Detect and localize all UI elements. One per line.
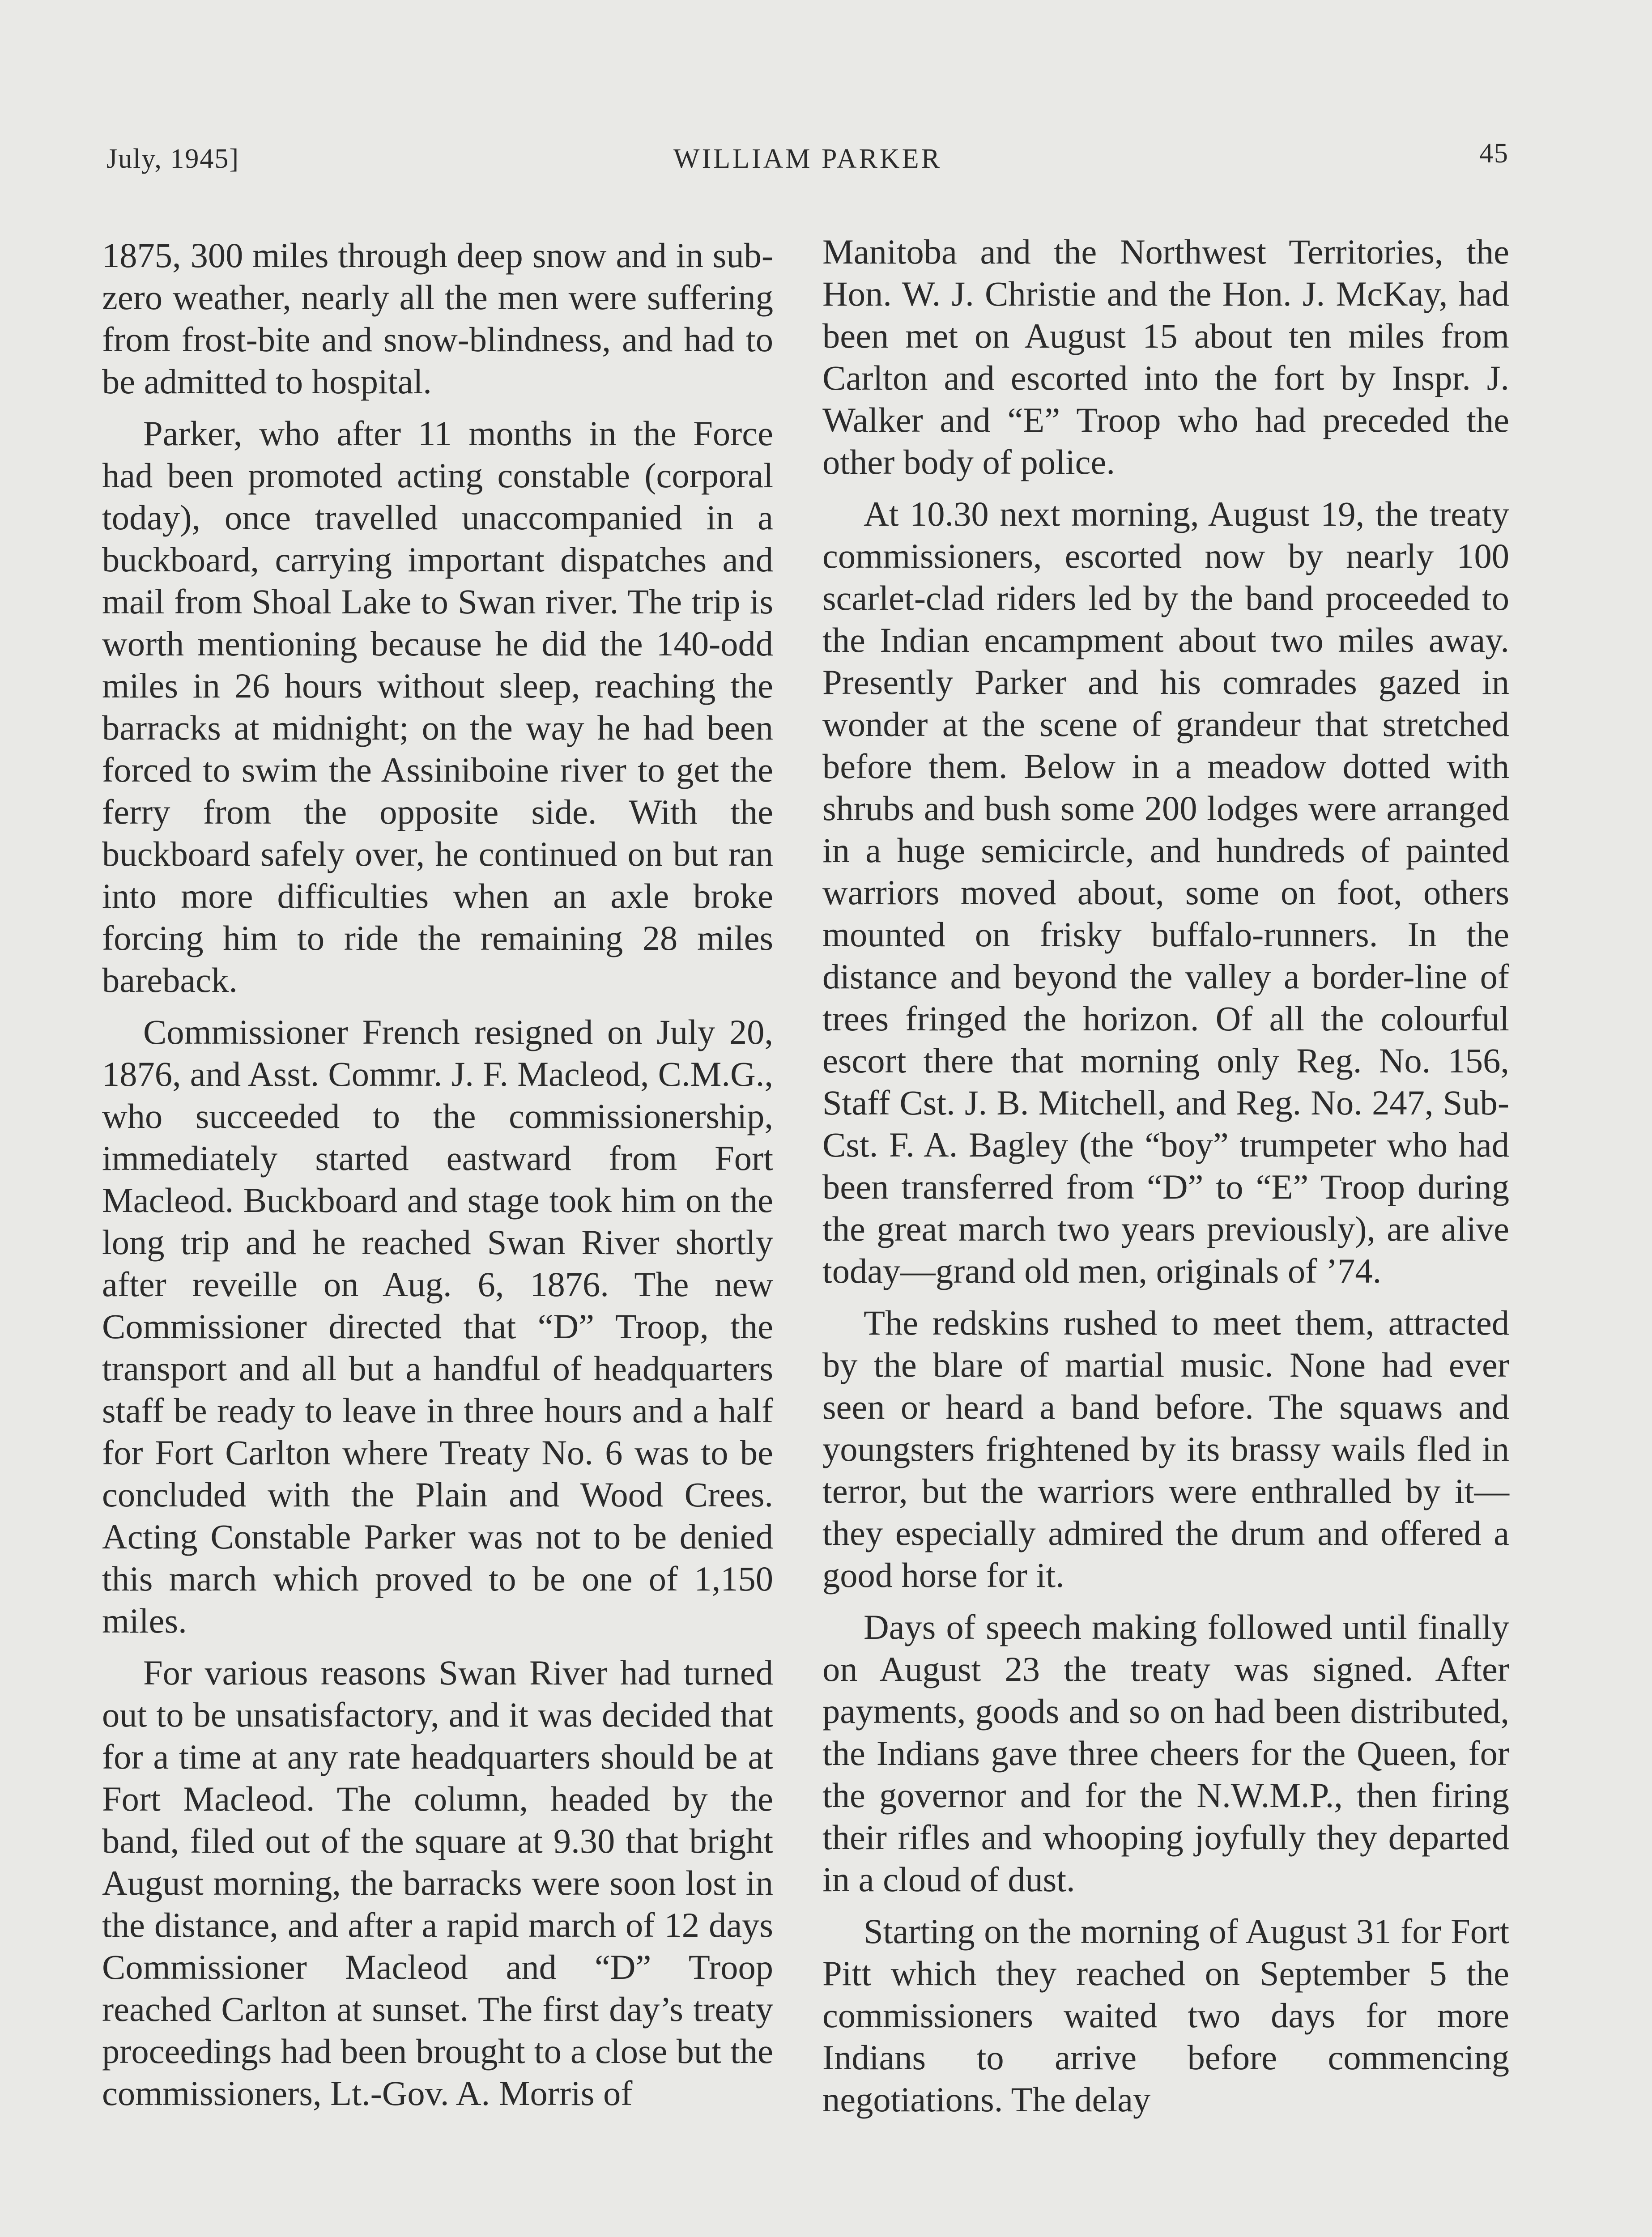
issue-date: July, 1945] bbox=[106, 144, 239, 174]
left-column bbox=[102, 234, 773, 2124]
page-number: 45 bbox=[1479, 138, 1509, 169]
paragraph: Commissioner French resigned on July 20, 1876, and Asst. Commr. J. F. Macleod, C.M.G., who succeeded to the commissionership, immediately started eastward from Fort Macleod. Buckboard and stage took him on the long trip and he reached Swan River shortly after reveille on Aug. 6, 1876. The new Commissioner directed that “D” Troop, the transport and all but a handful of headquarters staff be ready to leave in three hours and a half for Fort Carlton where Treaty No. 6 was to be concluded with the Plain and Wood Crees. Acting Constable Parker was not to be denied this march which proved to be one of 1,150 miles. bbox=[102, 1012, 773, 1640]
paragraph: At 10.30 next morning, August 19, the treaty commissioners, escorted now by nearly 100 scarlet-clad riders led by the band proceeded to the Indian encampment about two miles away. Presently Parker and his comrades gazed in wonder at the scene of grandeur that stretched before them. Below in a meadow dotted with shrubs and bush some 200 lodges were arranged in a huge semicircle, and hundreds of painted warriors moved about, some on foot, others mounted on frisky buffalo-runners. In the distance and beyond the valley a border-line of trees fringed the horizon. Of all the colourful escort there that morning only Reg. No. 156, Staff Cst. J. B. Mitchell, and Reg. No. 247, Sub-Cst. F. A. Bagley (the “boy” trumpeter who had been transferred from “D” to “E” Troop during the great march two years previously), are alive today—grand old men, originals of ’74. bbox=[822, 494, 1509, 1290]
paragraph: Days of speech making followed until finally on August 23 the treaty was signed. After payments, goods and so on had been distributed, the Indians gave three cheers for the Queen, for the governor and for the N.W.M.P., then firing their rifles and whooping joyfully they departed in a cloud of dust. bbox=[822, 1608, 1509, 1899]
running-head bbox=[106, 138, 1509, 183]
article-title: WILLIAM PARKER bbox=[673, 144, 942, 174]
paragraph: 1875, 300 miles through deep snow and in sub-zero weather, nearly all the men were suffering from frost-bite and snow-blindness, and had to be admitted to hospital. bbox=[102, 236, 773, 401]
paragraph: Parker, who after 11 months in the Force had been promoted acting constable (corporal today), once travelled unaccompanied in a buckboard, carrying important dispatches and mail from Shoal Lake to Swan river. The trip is worth mentioning because he did the 140-odd miles in 26 hours without sleep, reaching the barracks at midnight; on the way he had been forced to swim the Assiniboine river to get the ferry from the opposite side. With the buckboard safely over, he continued on but ran into more difficulties when an axle broke forcing him to ride the remaining 28 miles bareback. bbox=[102, 414, 773, 999]
paragraph: For various reasons Swan River had turned out to be unsatisfactory, and it was decided that for a time at any rate headquarters should be at Fort Macleod. The column, headed by the band, filed out of the square at 9.30 that bright August morning, the barracks were soon lost in the distance, and after a rapid march of 12 days Commissioner Macleod and “D” Troop reached Carlton at sunset. The first day’s treaty proceedings had been brought to a close but the commissioners, Lt.-Gov. A. Morris of bbox=[102, 1653, 773, 2113]
paragraph: The redskins rushed to meet them, attracted by the blare of martial music. None had ever seen or heard a band before. The squaws and youngsters frightened by its brassy wails fled in terror, but the warriors were enthralled by it—they especially admired the drum and offered a good horse for it. bbox=[822, 1303, 1509, 1595]
paragraph: Starting on the morning of August 31 for Fort Pitt which they reached on September 5 the commissioners waited two days for more Indians to arrive before commencing negotiations. The delay bbox=[822, 1912, 1509, 2119]
right-column bbox=[822, 231, 1509, 2131]
paragraph: Manitoba and the Northwest Territories, the Hon. W. J. Christie and the Hon. J. McKay, had been met on August 15 about ten miles from Carlton and escorted into the fort by Inspr. J. Walker and “E” Troop who had preceded the other body of police. bbox=[822, 232, 1509, 481]
